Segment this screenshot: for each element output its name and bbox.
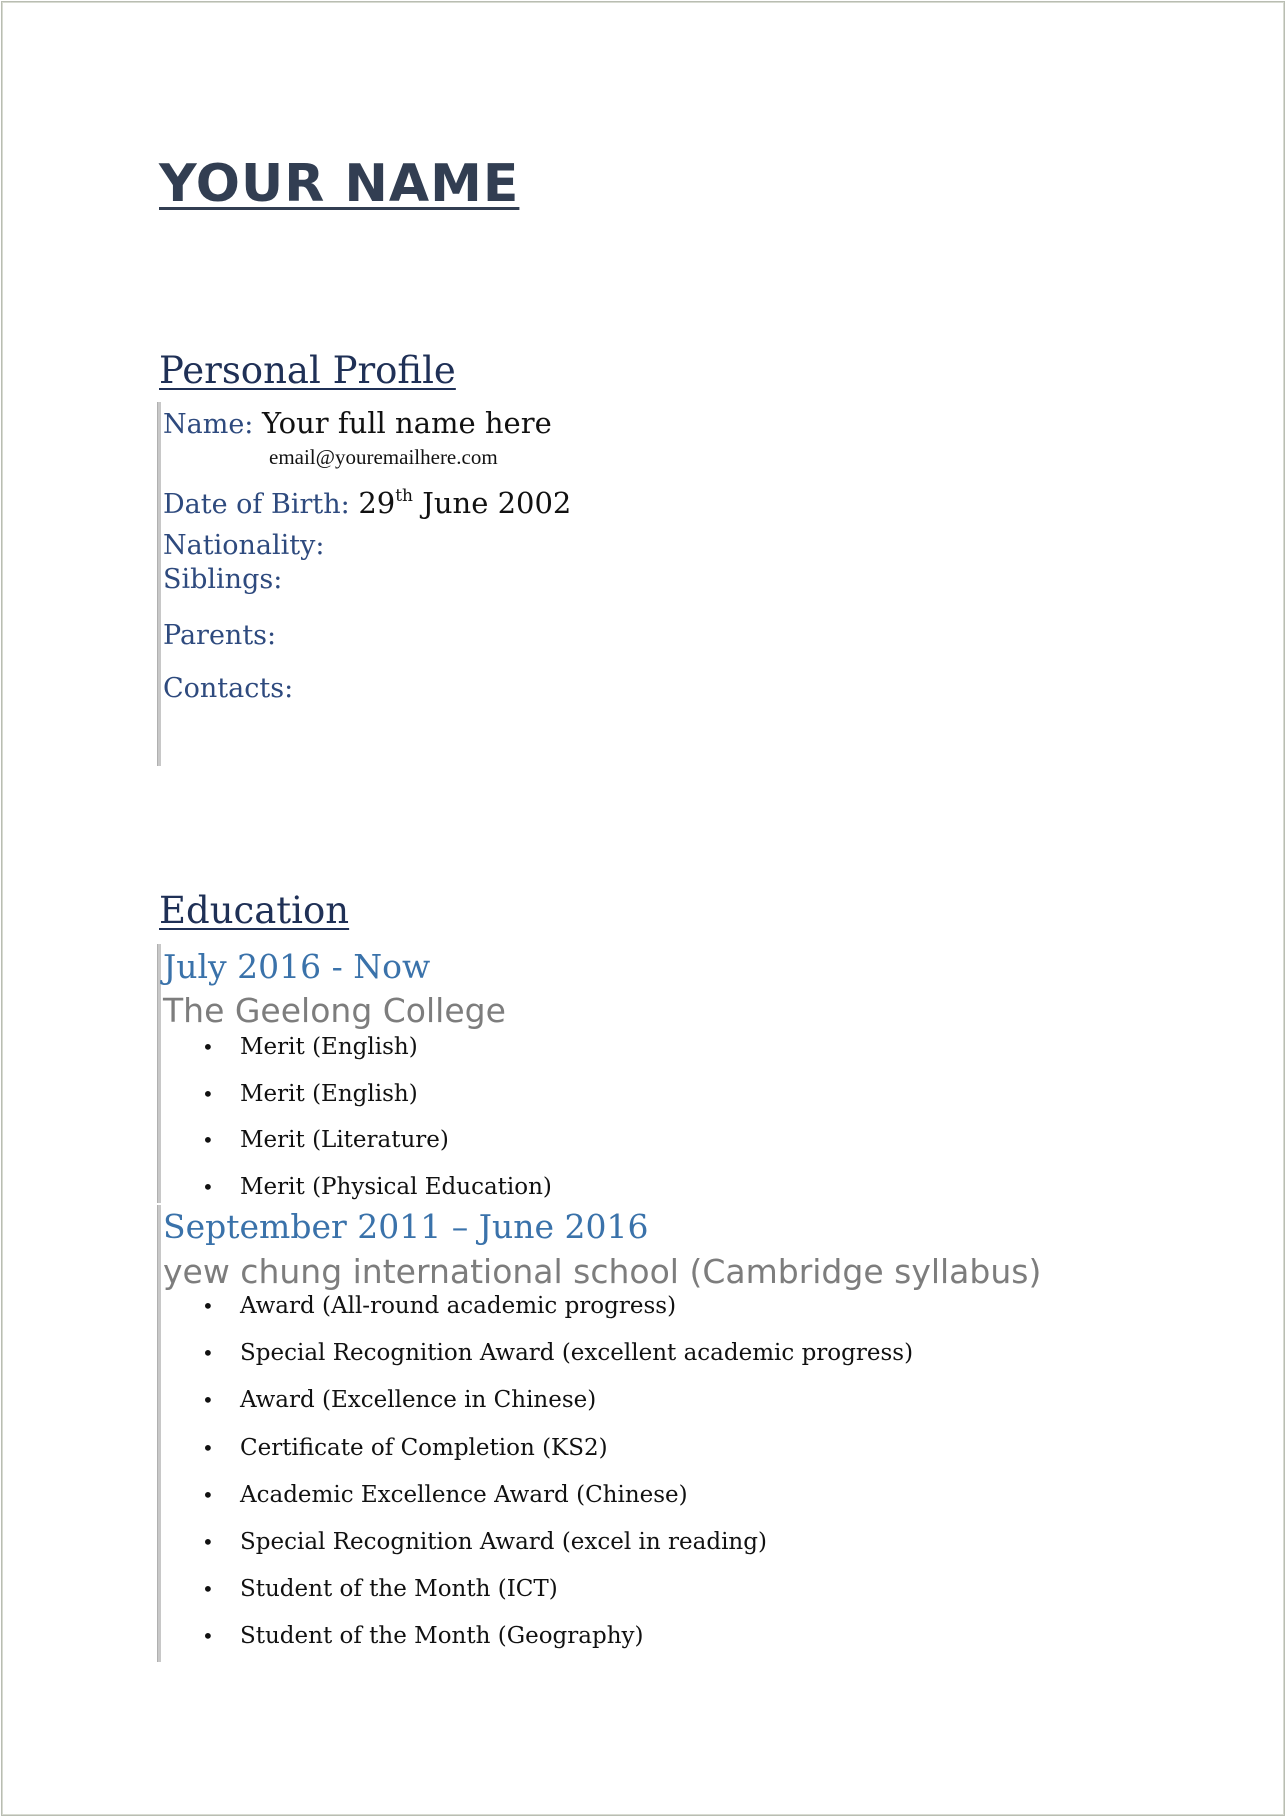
dob-rest: June 2002 (422, 486, 572, 520)
award-item: • Merit (English) (198, 1032, 552, 1079)
education-side-bar-1 (157, 944, 161, 1203)
education-side-bar-2 (157, 1205, 161, 1662)
bullet-icon: • (202, 1577, 214, 1602)
nationality-label: Nationality: (163, 530, 325, 561)
education-school: The Geelong College (163, 991, 506, 1030)
award-item: • Award (Excellence in Chinese) (198, 1385, 913, 1432)
award-item: • Merit (Literature) (198, 1125, 552, 1172)
award-item: • Merit (Physical Education) (198, 1172, 552, 1219)
award-item: • Certificate of Completion (KS2) (198, 1433, 913, 1480)
award-item: • Merit (English) (198, 1079, 552, 1126)
award-item: • Special Recognition Award (excellent academic progress) (198, 1338, 913, 1385)
bullet-icon: • (202, 1435, 214, 1460)
award-list (198, 1291, 913, 1669)
education-dates: September 2011 – June 2016 (163, 1207, 649, 1246)
name-value: Your full name here (262, 406, 552, 440)
education-dates: July 2016 - Now (163, 947, 431, 986)
email-value: email@youremailhere.com (269, 445, 498, 469)
bullet-icon: • (202, 1294, 214, 1318)
dob-suffix: th (395, 486, 413, 506)
bullet-icon: • (202, 1624, 214, 1649)
dob-label: Date of Birth: (163, 489, 350, 520)
award-item: • Student of the Month (ICT) (198, 1574, 913, 1621)
parents-label: Parents: (163, 620, 277, 651)
bullet-icon: • (202, 1035, 214, 1059)
bullet-icon: • (202, 1174, 214, 1199)
resume-name-title: YOUR NAME (159, 154, 520, 214)
dob-value (358, 486, 571, 520)
bullet-icon: • (202, 1081, 214, 1106)
siblings-label: Siblings: (163, 564, 283, 595)
dob-row (163, 487, 571, 520)
award-item: • Student of the Month (Geography) (198, 1621, 913, 1668)
award-item: • Award (All-round academic progress) (198, 1291, 913, 1338)
bullet-icon: • (202, 1482, 214, 1507)
education-school: yew chung international school (Cambridge syllabus) (163, 1252, 1042, 1291)
dob-day: 29 (358, 486, 396, 520)
contacts-label: Contacts: (163, 673, 294, 704)
personal-profile-heading: Personal Profile (159, 349, 456, 392)
name-row (163, 407, 552, 440)
award-item: • Special Recognition Award (excel in reading) (198, 1527, 913, 1574)
profile-side-bar (157, 402, 161, 766)
bullet-icon: • (202, 1128, 214, 1152)
name-label: Name: (163, 409, 254, 440)
award-list (198, 1032, 552, 1218)
bullet-icon: • (202, 1529, 214, 1554)
bullet-icon: • (202, 1341, 214, 1366)
resume-page (1, 1, 1285, 1816)
education-heading: Education (159, 889, 350, 932)
award-item: • Academic Excellence Award (Chinese) (198, 1480, 913, 1527)
bullet-icon: • (202, 1388, 214, 1413)
